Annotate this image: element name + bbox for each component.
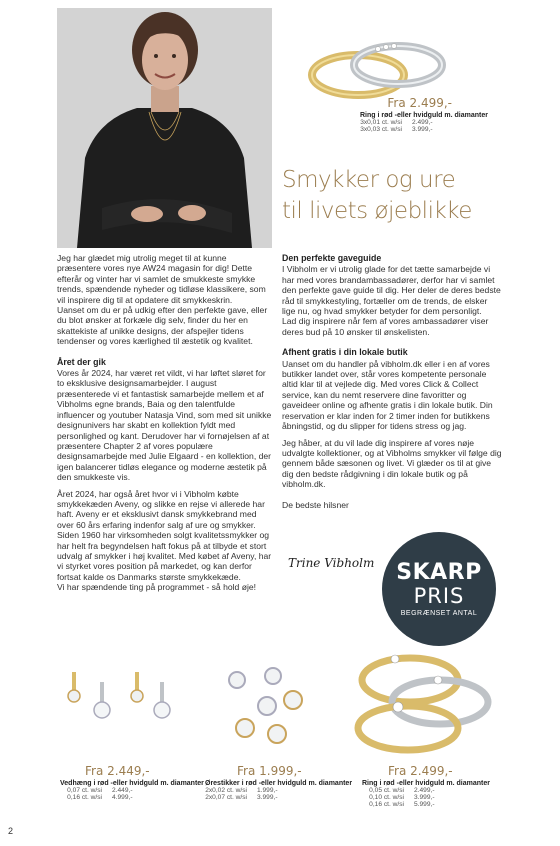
top-product-price: Fra 2.499,- bbox=[387, 96, 452, 110]
rings-image bbox=[340, 640, 500, 760]
section-paragraph: Året 2024, har også året hvor vi i Vibholm købte smykkekæden Aveny, og slikke en rejse vi allerede har haft. Aveny er et eksklusivt dansk smykkebrand med over 60 års erfaring indenfor salg af ure og smykker. Siden 1960 har virksomheden solgt kvalitetssmykker og har helt fra begyndelsen haft fokus på at tilbyde et stort udvalg af smykker i høj kvalitet. Med købet af Aveny, har vi styrket vores position på markedet, og kan derfor fortsat kalde os Danmarks største smykkekæde. bbox=[57, 488, 272, 582]
product-rings bbox=[362, 764, 502, 808]
portrait-photo bbox=[57, 8, 272, 248]
intro-paragraph-2: Uanset om du er på udkig efter den perfekte gave, eller du blot ønsker at forkæle dig selv, finder du her en skattekiste af unikke designs, der afspejler tidens tendenser og vores kærlighed til æstetik og kvalitet. bbox=[57, 305, 268, 347]
product-row: 0,16 ct. w/si 5.999,- bbox=[369, 801, 435, 808]
page-number: 2 bbox=[8, 826, 14, 836]
signature: Trine Vibholm bbox=[288, 556, 375, 570]
top-product-title: Ring i rød -eller hvidguld m. diamanter bbox=[360, 112, 488, 119]
earrings-image bbox=[215, 662, 325, 747]
section-heading: Afhent gratis i din lokale butik bbox=[282, 347, 408, 358]
product-row: 2x0,02 ct. w/si 1.999,- bbox=[205, 787, 278, 794]
top-rings-image bbox=[300, 25, 460, 105]
product-price: Fra 2.449,- bbox=[85, 764, 150, 778]
top-product-row: 3x0,03 ct. w/si 3.999,- bbox=[360, 126, 433, 133]
section-paragraph: Lad dig inspirere når fem af vores ambassadører viser deres bud på 10 ønsker til ønskelisten. bbox=[282, 316, 489, 337]
intro-paragraph: Jeg har glædet mig utrolig meget til at kunne præsentere vores nye AW24 magasin for dig! Dette efterår og vinter har vi samlet de smukkeste smykke trends, spændende nyheder og tidløse klassikere, som vil inspirere dig til at opdatere dit smykkeskrin. bbox=[57, 253, 266, 305]
left-column bbox=[57, 253, 272, 599]
skarp-pris-badge bbox=[382, 532, 496, 646]
product-earrings bbox=[205, 764, 355, 801]
section-heading: Året der gik bbox=[57, 356, 106, 367]
badge-line-2: PRIS bbox=[413, 584, 465, 608]
section-paragraph: Vi har spændende ting på programmet - så hold øje! bbox=[57, 582, 257, 593]
top-product-row: 3x0,01 ct. w/si 2.499,- bbox=[360, 119, 433, 126]
signoff: De bedste hilsner bbox=[282, 499, 349, 510]
product-row: 0,07 ct. w/si 2.449,- bbox=[67, 787, 133, 794]
product-pendants bbox=[60, 764, 204, 801]
product-row: 0,10 ct. w/si 3.999,- bbox=[369, 794, 435, 801]
product-row: 0,05 ct. w/si 2.499,- bbox=[369, 787, 435, 794]
section-paragraph: Vores år 2024, har været ret vildt, vi har løftet sløret for to eksklusive designsamarbejder. I august præsenterede vi et fantastisk samarbejde mellem et af Vibholms egne brands, Baia og den talentfulde influencer og youtuber Natasja Vind, som med sit unikke designunivers har skabt en kollektion fyldt med personlighed og kant. Derudover har vi fornøjelsen af at præsentere Chapter 2 af vores populære designsamarbejde med Julie Elgaard - en kollektion, der igen balancerer tidløs elegance og moderne æstetik på den smukkeste vis. bbox=[57, 368, 272, 483]
badge-line-1: SKARP bbox=[396, 560, 482, 585]
section-paragraph: Jeg håber, at du vil lade dig inspirere af vores nøje udvalgte kollektioner, og at Vibholms smykker vil følge dig gennem både sæsonen og livet. Vi glæder os til at give dig den bedste rådgivning i din lokale butik og på vibholm.dk. bbox=[282, 437, 502, 490]
page-headline bbox=[282, 165, 532, 227]
product-title: Ring i rød -eller hvidguld m. diamanter bbox=[362, 780, 490, 787]
top-product-info bbox=[360, 96, 490, 133]
product-row: 2x0,07 ct. w/si 3.999,- bbox=[205, 794, 278, 801]
right-column bbox=[282, 253, 502, 516]
headline-line-2: til livets øjeblikke bbox=[282, 198, 472, 224]
product-title: Vedhæng i rød -eller hvidguld m. diamanter bbox=[60, 780, 204, 787]
headline-line-1: Smykker og ure bbox=[282, 167, 456, 193]
section-paragraph: I Vibholm er vi utrolig glade for det tætte samarbejde vi har med vores brandambassadører, derfor har vi samlet den perfekte gave guide til dig. Her deler de deres bedste råd til smykkestyling, fortæller om de trends, de elsker lige nu, og hvad smykker betyder for dem personligt. bbox=[282, 264, 501, 317]
section-heading: Den perfekte gaveguide bbox=[282, 253, 382, 263]
product-title: Ørestikker i rød -eller hvidguld m. diamanter bbox=[205, 780, 353, 787]
product-price: Fra 2.499,- bbox=[388, 764, 453, 778]
section-paragraph: Uanset om du handler på vibholm.dk eller i en af vores butikker landet over, står vores kompetente personale altid klar til at vejlede dig. Med vores Click & Collect service, kan du nemt reservere dine favoritter og gaveideer online og afhente gratis i din lokale butik. Din reservation er klar inden for 2 timer inden for butikkens åbningstid, og du slipper for tidens stress og jag. bbox=[282, 358, 493, 432]
product-price: Fra 1.999,- bbox=[237, 764, 302, 778]
pendants-image bbox=[60, 670, 180, 750]
badge-line-3: BEGRÆNSET ANTAL bbox=[400, 610, 478, 617]
product-row: 0,16 ct. w/si 4.999,- bbox=[67, 794, 133, 801]
